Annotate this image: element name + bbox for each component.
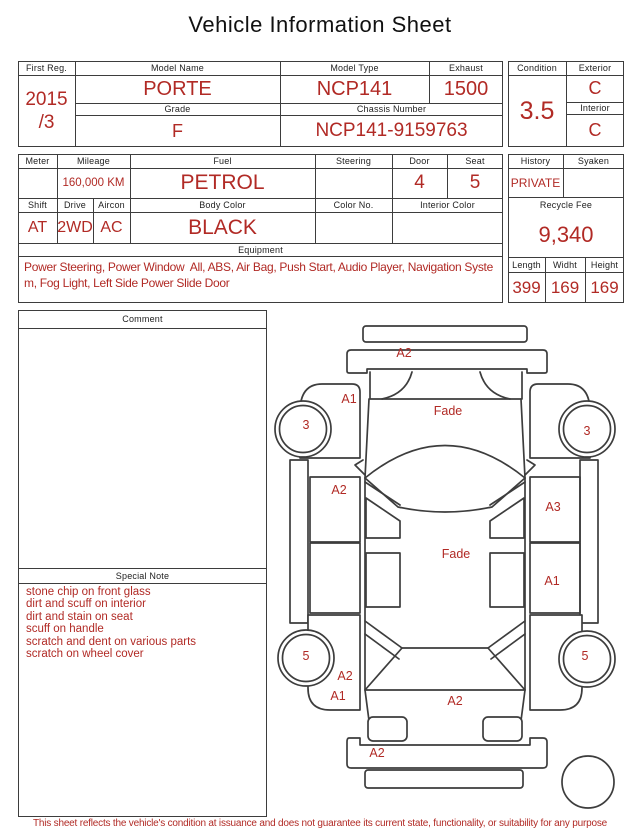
model-type-label: Model Type	[330, 63, 379, 73]
grid-line	[19, 583, 266, 584]
length-value: 399	[512, 277, 541, 297]
diagram-label-front-right-wheel: 3	[583, 424, 591, 438]
color-no-value	[315, 212, 392, 243]
seat-label: Seat	[465, 156, 485, 166]
door-value: 4	[414, 172, 425, 193]
diagram-label-roof: Fade	[441, 547, 471, 561]
exhaust-value: 1500	[443, 77, 489, 100]
equipment-label: Equipment	[238, 244, 283, 255]
comment-box	[18, 310, 267, 817]
diagram-label-rear-right-door: A1	[544, 574, 560, 588]
car-damage-diagram	[265, 305, 635, 830]
diagram-label-front-left-door: A2	[331, 483, 347, 497]
diagram-label-rear-left-fender: A2	[337, 669, 353, 683]
grade-value: F	[172, 120, 183, 141]
special-note-line: dirt and stain on seat	[26, 610, 133, 623]
interior-color-value	[392, 212, 503, 243]
body-color-value: BLACK	[188, 215, 257, 239]
fuel-label: Fuel	[213, 156, 232, 166]
drive-label: Drive	[63, 200, 86, 210]
width-value: 169	[550, 277, 580, 297]
exterior-label: Exterior	[578, 63, 612, 73]
meter-label: Meter	[25, 156, 50, 166]
condition-value: 3.5	[519, 96, 555, 125]
color-no-label: Color No.	[333, 200, 374, 210]
special-note-line: scratch and dent on various parts	[26, 635, 197, 648]
diagram-label-front-bumper: A2	[396, 346, 412, 360]
comment-value	[24, 332, 261, 352]
recycle-fee-label: Recycle Fee	[539, 200, 593, 210]
special-note-line: scuff on handle	[26, 623, 104, 636]
diagram-label-rear-right-wheel: 5	[581, 649, 589, 663]
shift-label: Shift	[27, 200, 47, 210]
comment-label: Comment	[122, 314, 163, 324]
model-type-value: NCP141	[316, 77, 393, 100]
length-label: Length	[512, 259, 541, 270]
syaken-value	[563, 168, 624, 197]
mileage-label: Mileage	[77, 156, 110, 166]
special-note-list	[26, 586, 261, 660]
seat-value: 5	[469, 172, 481, 193]
body-color-label: Body Color	[199, 200, 246, 210]
first-reg-label: First Reg.	[25, 63, 67, 73]
syaken-label: Syaken	[577, 156, 610, 166]
special-note-label: Special Note	[115, 570, 170, 581]
drive-value: 2WD	[57, 218, 93, 236]
diagram-label-front-left-wheel: 3	[302, 418, 310, 432]
diagram-label-rear-left-wheel: 5	[302, 649, 310, 663]
equipment-value: Power Steering, Power Window All, ABS, Air Bag, Push Start, Audio Player, Navigation System, Fog Light, Left Side Power Slide Door	[24, 260, 493, 290]
diagram-label-front-right-door: A3	[545, 500, 561, 514]
grade-label: Grade	[164, 104, 191, 114]
mileage-value: 160,000 KM	[62, 177, 125, 189]
diagram-label-front-left-fender: A1	[341, 392, 357, 406]
special-note-line: dirt and scuff on interior	[26, 598, 146, 611]
first-reg-month: /3	[38, 112, 55, 133]
chassis-number-label: Chassis Number	[356, 104, 427, 114]
fuel-value: PETROL	[180, 171, 265, 194]
car-outline-drawing	[265, 305, 635, 830]
height-value: 169	[590, 277, 619, 297]
shift-value: AT	[27, 218, 48, 236]
page-title: Vehicle Information Sheet	[188, 12, 452, 37]
aircon-value: AC	[100, 218, 123, 236]
first-reg-value	[18, 75, 75, 147]
special-note-line: stone chip on front glass	[26, 586, 151, 598]
history-label: History	[520, 156, 551, 166]
meter-value	[18, 168, 57, 198]
disclaimer-text: This sheet reflects the vehicle's condition at issuance and does not guarantee its current state, functionality, or suitability for any purpose	[32, 818, 607, 829]
recycle-fee-value: 9,340	[538, 221, 594, 247]
aircon-label: Aircon	[98, 200, 125, 210]
diagram-label-hood: Fade	[433, 404, 463, 418]
door-label: Door	[409, 156, 430, 166]
condition-label: Condition	[517, 63, 557, 73]
width-label: Widht	[552, 259, 577, 270]
special-note-line: scratch on wheel cover	[26, 648, 144, 661]
model-name-value: PORTE	[143, 77, 212, 100]
grid-line	[19, 256, 502, 257]
steering-value	[315, 168, 392, 198]
interior-value: C	[588, 120, 602, 140]
model-name-label: Model Name	[150, 63, 205, 73]
diagram-label-rear-gate: A2	[447, 694, 463, 708]
interior-color-label: Interior Color	[420, 200, 475, 210]
exterior-value: C	[588, 78, 602, 98]
diagram-label-rear-bumper: A2	[369, 746, 385, 760]
chassis-number-value: NCP141-9159763	[315, 120, 468, 141]
exhaust-label: Exhaust	[449, 63, 483, 73]
height-label: Height	[590, 259, 619, 270]
first-reg-year: 2015	[25, 89, 68, 110]
steering-label: Steering	[335, 156, 372, 166]
interior-label: Interior	[580, 103, 610, 113]
diagram-label-rear-left-quarter: A1	[330, 689, 346, 703]
history-value: PRIVATE	[510, 175, 561, 190]
grid-line	[19, 328, 266, 329]
